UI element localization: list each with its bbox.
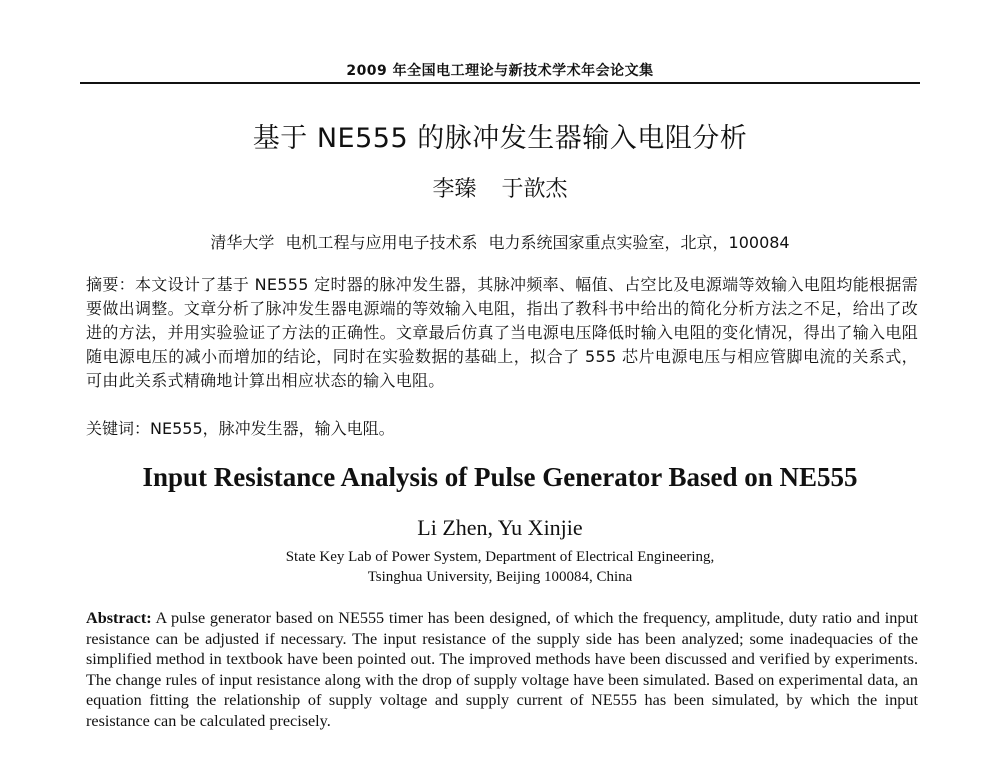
english-abstract [86, 608, 918, 731]
chinese-authors: 李臻 于歆杰 [432, 177, 568, 202]
chinese-affiliation: 清华大学 电机工程与应用电子技术系 电力系统国家重点实验室，北京，100084 [210, 233, 790, 252]
running-header: 2009 年全国电工理论与新技术学术年会论文集 [346, 63, 654, 79]
header-rule [80, 82, 920, 84]
english-affiliation [0, 547, 1000, 587]
english-authors: Li Zhen, Yu Xinjie [417, 515, 583, 540]
english-affiliation-line1: State Key Lab of Power System, Department of Electrical Engineering, [285, 549, 715, 565]
english-abstract-label: Abstract: [86, 609, 152, 627]
chinese-keywords-label: 关键词： [86, 419, 151, 438]
english-affiliation-line2: Tsinghua University, Beijing 100084, China [367, 569, 633, 585]
english-abstract-text: A pulse generator based on NE555 timer has been designed, of which the frequency, amplitude, duty ratio and input resistance can be adjusted if necessary. The input resistance of the supply side has been analyzed; some inadequacies of the simplified method in textbook have been pointed out. The improved methods have been discussed and verified by experiments. The change rules of input resistance along with the drop of supply voltage have been simulated. Based on experimental data, an equation fitting the relationship of supply voltage and supply current of NE555 has been simulated, by which the input resistance can be calculated precisely. [86, 609, 918, 730]
chinese-keywords [86, 417, 918, 441]
chinese-title: 基于 NE555 的脉冲发生器输入电阻分析 [252, 123, 748, 154]
chinese-abstract-text: 本文设计了基于 NE555 定时器的脉冲发生器，其脉冲频率、幅值、占空比及电源端等效输入电阻均能根据需要做出调整。文章分析了脉冲发生器电源端的等效输入电阻，指出了教科书中给出的简化分析方法之不足，给出了改进的方法，并用实验验证了方法的正确性。文章最后仿真了当电源电压降低时输入电阻的变化情况，得出了输入电阻随电源电压的减小而增加的结论，同时在实验数据的基础上，拟合了 555 芯片电源电压与相应管脚电流的关系式，可由此关系式精确地计算出相应状态的输入电阻。 [86, 275, 918, 390]
chinese-keywords-text: NE555，脉冲发生器，输入电阻。 [150, 419, 395, 438]
chinese-abstract [86, 273, 918, 393]
english-title: Input Resistance Analysis of Pulse Generator Based on NE555 [142, 462, 858, 492]
chinese-abstract-label: 摘要： [86, 275, 135, 294]
